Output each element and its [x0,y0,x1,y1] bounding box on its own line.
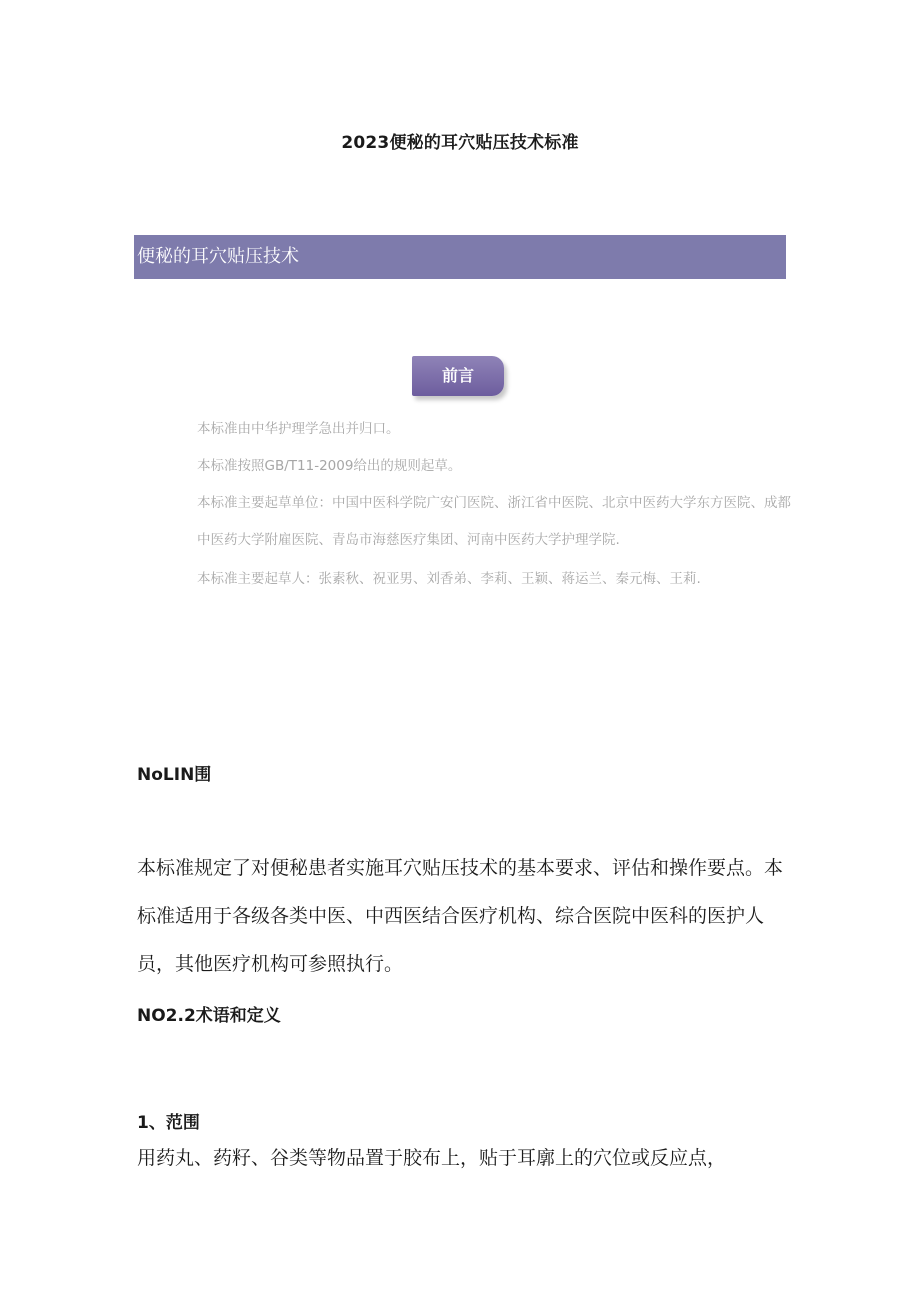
preface-line: 本标准主要起草人：张素秋、祝亚男、刘香弟、李莉、王颖、蒋运兰、秦元梅、王莉. [197,571,701,587]
preface-tab: 前言 [412,356,504,396]
subsection-body-scope: 用药丸、药籽、谷类等物品置于胶布上，贴于耳廓上的穴位或反应点， [137,1147,727,1169]
preface-line: 本标准主要起草单位：中国中医科学院广安门医院、浙江省中医院、北京中医药大学东方医院、成都中医药大学附雇医院、青岛市海慈医疗集团、河南中医药大学护理学院. [197,495,791,548]
section-heading-terms: NO2.2术语和定义 [137,1006,281,1026]
section-heading-scope: NoLIN围 [137,765,212,785]
preface-line: 本标准按照GB/T11-2009给出的规则起草。 [197,458,462,474]
subsection-heading-scope: 1、范围 [137,1113,200,1133]
document-title: 2023便秘的耳穴贴压技术标准 [341,133,579,153]
section-banner: 便秘的耳穴贴压技术 [134,235,786,279]
preface-line: 本标准由中华护理学急出并归口。 [197,421,400,437]
section-body-scope: 本标准规定了对便秘患者实施耳穴贴压技术的基本要求、评估和操作要点。本标准适用于各级各类中医、中西医结合医疗机构、综合医院中医科的医护人员，其他医疗机构可参照执行。 [137,857,784,975]
preface-block [197,417,797,604]
